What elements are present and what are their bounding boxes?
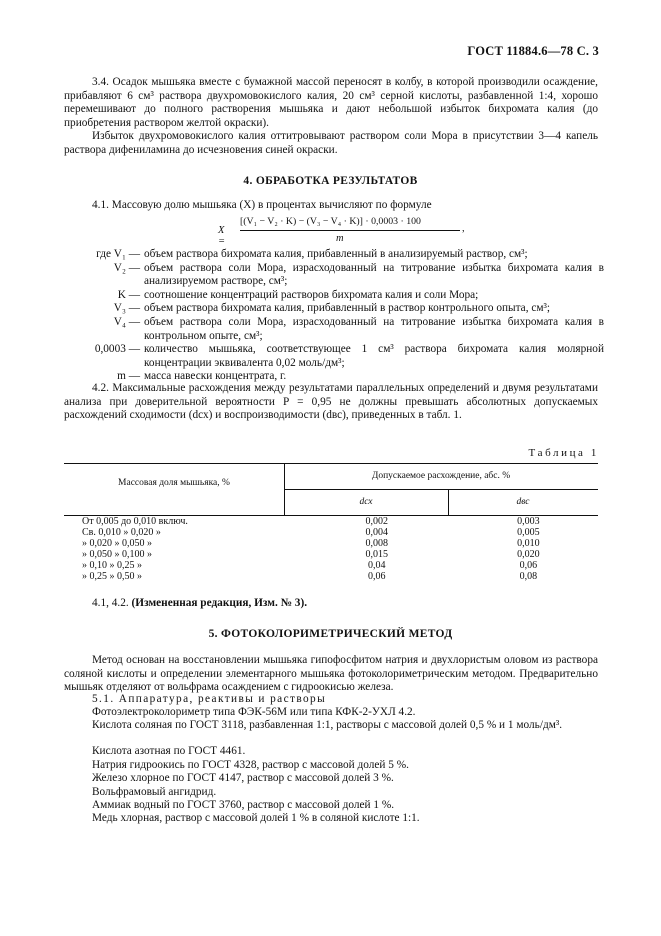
definitions-list bbox=[64, 248, 604, 384]
reagent-item: Аммиак водный по ГОСТ 3760, раствор с массовой долей 1 %. bbox=[92, 799, 395, 811]
definition-item: V₃ — объем раствора бихромата калия, прибавленный в раствор контрольного опыта, см³; bbox=[113, 302, 551, 315]
page-header: ГОСТ 11884.6—78 С. 3 bbox=[467, 44, 599, 58]
table-row: От 0,005 до 0,010 включ. 0,002 0,003 bbox=[82, 516, 540, 527]
section-4-heading: 4. ОБРАБОТКА РЕЗУЛЬТАТОВ bbox=[243, 175, 418, 187]
edit-note bbox=[64, 597, 598, 611]
paragraph-4-1: 4.1. Массовую долю мышьяка (X) в процентах вычисляют по формуле bbox=[92, 199, 432, 211]
table-row: » 0,25 » 0,50 » 0,06 0,08 bbox=[82, 571, 538, 582]
paragraph-3-4: 3.4. Осадок мышьяка вместе с бумажной массой переносят в колбу, в которой производили осаждение, прибавляют 6 см³ раствора двухромовокислого калия, 20 см³ серной кислоты, разбавленной 1:4, хорошо перемешивают до полного растворения мышьяка и дают небольшой избыток бихромата калия (до приобретения раствором желтой окраски). bbox=[64, 76, 598, 129]
definition-item: 0,0003 — количество мышьяка, соответствующее 1 см³ раствора бихромата калия молярной концентрации эквивалента 0,02 моль/дм³; bbox=[94, 343, 604, 369]
edit-note-prefix: 4.1, 4.2. bbox=[92, 597, 132, 609]
paragraph-3-4-excess: Избыток двухромовокислого калия оттитровывают раствором соли Мора в присутствии 3—4 капель раствора дифениламина до исчезновения синей окраски. bbox=[64, 130, 598, 156]
table-group-tolerance: Допускаемое расхождение, абс. % bbox=[371, 471, 511, 481]
definition-item: V₄ — объем раствора соли Мора, израсходованный на титрование избытка бихромата калия в контрольном опыте, см³; bbox=[113, 315, 604, 342]
table-row: Св. 0,010 » 0,020 » 0,004 0,005 bbox=[82, 527, 540, 538]
table-group-rule bbox=[284, 489, 598, 490]
section-5-heading: 5. ФОТОКОЛОРИМЕТРИЧЕСКИЙ МЕТОД bbox=[208, 628, 453, 640]
paragraph-5-1: 5.1. Аппаратура, реактивы и растворы bbox=[92, 693, 327, 705]
formula-denominator: m bbox=[336, 233, 344, 244]
definition-item: V₂ — объем раствора соли Мора, израсходованный на титрование избытка бихромата калия в анализируемом растворе, см³; bbox=[113, 261, 604, 288]
formula-comma: , bbox=[462, 223, 465, 234]
paragraph-5: Метод основан на восстановлении мышьяка гипофосфитом натрия и двухлористым оловом из раствора соляной кислоты и определении элементарного мышьяка фотоколориметрическим методом. Предварительно мышьяк отделяют от вольфрама осаждением с гидроокисью железа. bbox=[64, 654, 598, 694]
reagent-item: Вольфрамовый ангидрид. bbox=[92, 786, 217, 798]
edit-note-text: (Измененная редакция, Изм. № 3). bbox=[131, 597, 308, 609]
table-row: » 0,10 » 0,25 » 0,04 0,06 bbox=[82, 560, 538, 571]
table-col-dsx: dсх bbox=[359, 497, 373, 507]
reagent-item: Кислота азотная по ГОСТ 4461. bbox=[92, 745, 246, 757]
definition-item: где V₁ — объем раствора бихромата калия, прибавленный в анализируемый раствор, см³; bbox=[96, 248, 528, 260]
table-body bbox=[64, 516, 598, 582]
reagent-item: Медь хлорная, раствор с массовой долей 1 % в соляной кислоте 1:1. bbox=[92, 812, 420, 824]
paragraph-4-2: 4.2. Максимальные расхождения между результатами параллельных определений и двумя результатами анализа при доверительной вероятности P = 0,95 не должны превышать абсолютных допускаемых расхождений сходимости (dсх) и воспроизводимости (dвс), приведенных в табл. 1. bbox=[64, 382, 598, 422]
formula-numerator: [(V₁ − V₂ · K) − (V₃ − V₄ · K)] · 0,0003 · 100 bbox=[240, 216, 421, 227]
formula-lhs: X = bbox=[218, 225, 226, 247]
reagent-item: Кислота соляная по ГОСТ 3118, разбавленная 1:1, растворы с массовой долей 0,5 % и 1 моль/дм³. bbox=[92, 719, 563, 731]
table-caption: Таблица 1 bbox=[528, 447, 599, 459]
fraction-bar bbox=[240, 230, 460, 231]
table-top-rule bbox=[64, 463, 598, 464]
reagent-item: Железо хлорное по ГОСТ 4147, раствор с массовой долей 3 %. bbox=[92, 772, 394, 784]
table-col-mass-fraction: Массовая доля мышьяка, % bbox=[118, 478, 230, 488]
reagent-item: Натрия гидроокись по ГОСТ 4328, раствор с массовой долей 5 %. bbox=[92, 759, 409, 771]
reagent-item: Фотоэлектроколориметр типа ФЭК-56М или типа КФК-2-УХЛ 4.2. bbox=[92, 706, 416, 718]
definition-item: K — соотношение концентраций растворов бихромата калия и соли Мора; bbox=[117, 288, 479, 301]
table-row: » 0,050 » 0,100 » 0,015 0,020 bbox=[82, 549, 540, 560]
table-row: » 0,020 » 0,050 » 0,008 0,010 bbox=[82, 538, 540, 549]
definition-item: m — масса навески концентрата, г. bbox=[117, 370, 287, 383]
table-col-dvs: dвс bbox=[516, 497, 530, 507]
